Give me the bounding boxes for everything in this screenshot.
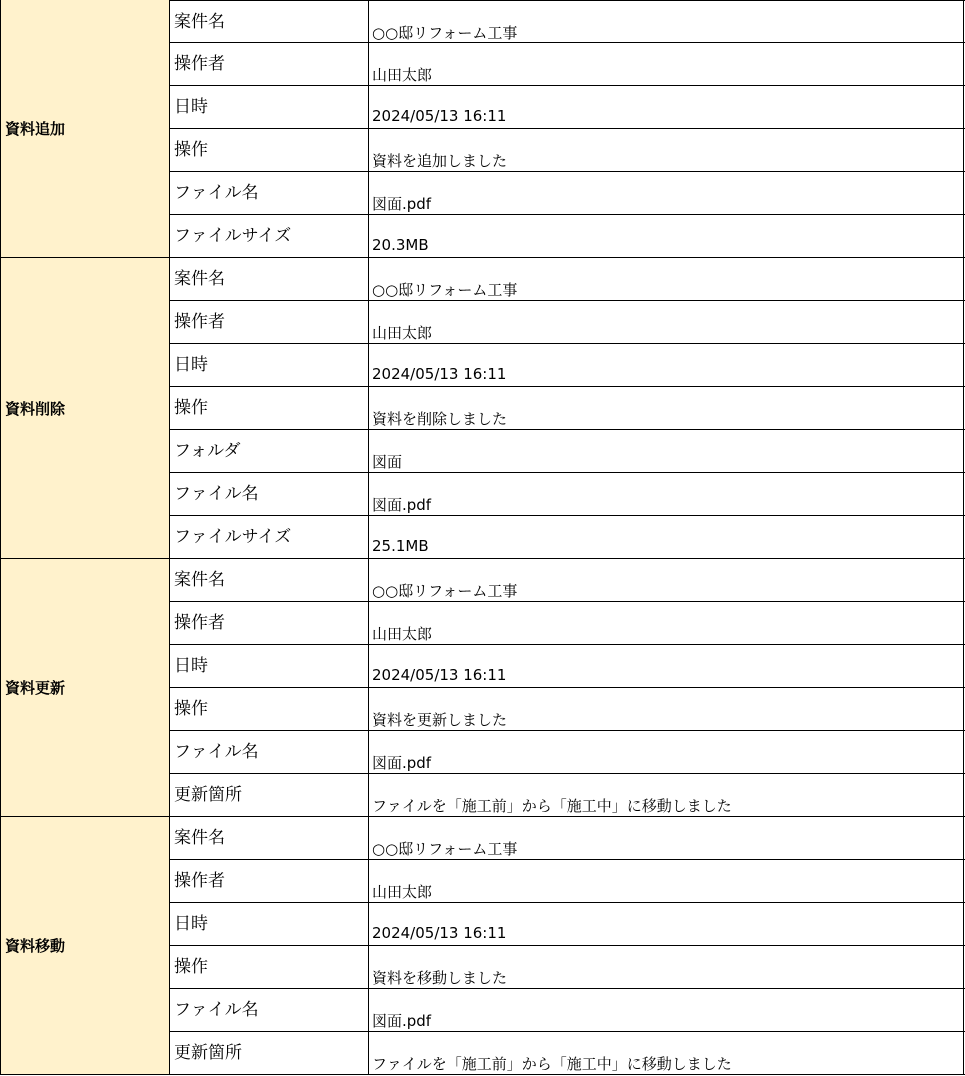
field-label: 日時: [170, 344, 369, 386]
field-value: ファイルを「施工前」から「施工中」に移動しました: [369, 774, 964, 816]
field-label: ファイルサイズ: [170, 215, 369, 257]
field-value: 山田太郎: [369, 860, 964, 902]
category-cell: 資料削除: [0, 258, 170, 559]
log-group: [0, 0, 965, 258]
field-value: 2024/05/13 16:11: [369, 86, 964, 128]
field-label: 日時: [170, 86, 369, 128]
field-value: 図面.pdf: [369, 731, 964, 773]
field-label: フォルダ: [170, 430, 369, 472]
field-label: 日時: [170, 645, 369, 687]
field-value: ファイルを「施工前」から「施工中」に移動しました: [369, 1032, 964, 1074]
field-label: 操作: [170, 129, 369, 171]
field-label: ファイル名: [170, 473, 369, 515]
field-label: ファイル名: [170, 731, 369, 773]
field-label: 日時: [170, 903, 369, 945]
field-label: 案件名: [170, 817, 369, 859]
field-value: 図面: [369, 430, 964, 472]
field-value: 山田太郎: [369, 301, 964, 343]
field-label: ファイル名: [170, 172, 369, 214]
field-label: 操作: [170, 688, 369, 730]
field-label: 案件名: [170, 559, 369, 601]
field-value: 山田太郎: [369, 43, 964, 85]
category-cell: 資料更新: [0, 559, 170, 817]
field-value: ○○邸リフォーム工事: [369, 1, 964, 43]
field-label: 操作: [170, 946, 369, 988]
log-group: [0, 258, 965, 559]
field-value: 資料を追加しました: [369, 129, 964, 171]
field-label: ファイルサイズ: [170, 516, 369, 558]
field-value: 図面.pdf: [369, 473, 964, 515]
field-label: 更新箇所: [170, 774, 369, 816]
field-value: 2024/05/13 16:11: [369, 645, 964, 687]
field-value: 2024/05/13 16:11: [369, 903, 964, 945]
field-label: 操作者: [170, 602, 369, 644]
field-label: 操作者: [170, 860, 369, 902]
log-group: [0, 559, 965, 817]
category-cell: 資料移動: [0, 817, 170, 1075]
field-label: 案件名: [170, 258, 369, 300]
field-value: 山田太郎: [369, 602, 964, 644]
field-value: 資料を移動しました: [369, 946, 964, 988]
field-value: 25.1MB: [369, 516, 964, 558]
category-cell: 資料追加: [0, 0, 170, 258]
field-value: ○○邸リフォーム工事: [369, 817, 964, 859]
field-value: 資料を削除しました: [369, 387, 964, 429]
field-value: ○○邸リフォーム工事: [369, 258, 964, 300]
log-group: [0, 817, 965, 1075]
field-value: 図面.pdf: [369, 172, 964, 214]
field-value: 資料を更新しました: [369, 688, 964, 730]
field-label: 更新箇所: [170, 1032, 369, 1074]
field-label: 案件名: [170, 1, 369, 43]
field-value: ○○邸リフォーム工事: [369, 559, 964, 601]
field-value: 20.3MB: [369, 215, 964, 257]
field-label: 操作者: [170, 301, 369, 343]
field-value: 2024/05/13 16:11: [369, 344, 964, 386]
field-label: 操作: [170, 387, 369, 429]
field-label: 操作者: [170, 43, 369, 85]
field-label: ファイル名: [170, 989, 369, 1031]
field-value: 図面.pdf: [369, 989, 964, 1031]
